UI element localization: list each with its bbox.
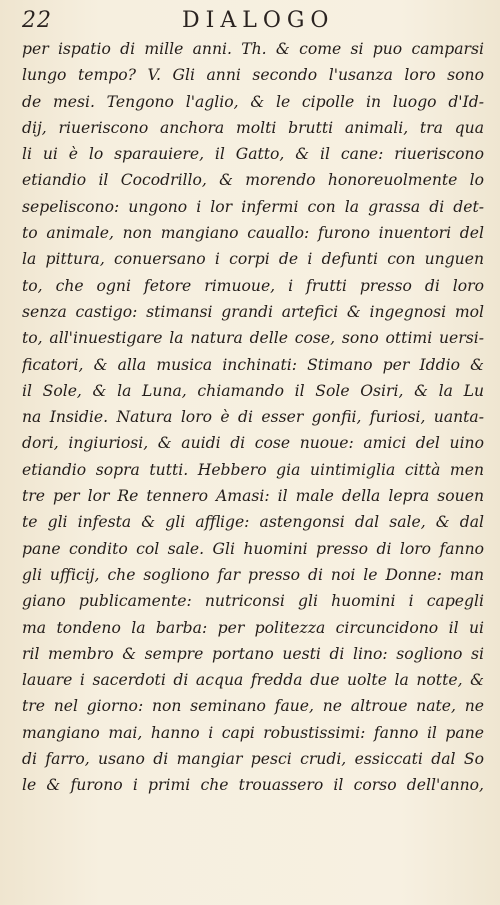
text-line: na Insidie. Natura loro è di esser gonfii, furiosi, uanta- [22,408,484,427]
text-line: pane condito col sale. Gli huomini presso di loro fanno [22,539,484,558]
text-line: sepeliscono: ungono i lor infermi con la grassa di det- [22,197,484,216]
text-line: etiandio il Cocodrillo, & morendo honoreuolmente lo [22,171,484,190]
text-line: de mesi. Tengono l'aglio, & le cipolle in luogo d'Id- [22,92,484,111]
text-line: to, all'inuestigare la natura delle cose, sono ottimi uersi- [22,329,484,348]
text-line: di farro, usano di mangiar pesci crudi, essiccati dal So [22,750,484,769]
text-line: giano publicamente: nutriconsi gli huomini i capegli [22,592,484,611]
text-line: lungo tempo? V. Gli anni secondo l'usanza loro sono [22,66,484,85]
text-line: dori, ingiuriosi, & auidi di cose nuoue: amici del uino [22,434,484,453]
page-header [22,6,482,36]
text-line: le & furono i primi che trouassero il corso dell'anno, [22,776,484,795]
text-line: tre per lor Re tennero Amasi: il male della lepra souen [22,487,484,506]
text-line: il Sole, & la Luna, chiamando il Sole Osiri, & la Lu [22,381,484,400]
text-line: dij, riueriscono anchora molti brutti animali, tra qua [22,118,484,137]
text-line: te gli infesta & gli afflige: astengonsi dal sale, & dal [22,513,484,532]
body-text [22,36,484,799]
page-number: 22 [22,8,52,33]
text-line: lauare i sacerdoti di acqua fredda due uolte la notte, & [22,671,484,690]
text-line: ma tondeno la barba: per politezza circuncidono il ui [22,618,484,637]
text-line: senza castigo: stimansi grandi artefici & ingegnosi mol [22,302,484,321]
text-line: mangiano mai, hanno i capi robustissimi: fanno il pane [22,723,484,742]
text-line: ril membro & sempre portano uesti di lino: sogliono si [22,644,484,663]
text-line: etiandio sopra tutti. Hebbero gia uintimiglia città men [22,460,484,479]
text-line: gli ufficij, che sogliono far presso di noi le Donne: man [22,565,484,584]
text-line: per ispatio di mille anni. Th. & come si puo camparsi [22,40,484,58]
text-line: to animale, non mangiano cauallo: furono inuentori del [22,224,484,243]
text-line: tre nel giorno: non seminano faue, ne altroue nate, ne [22,697,484,716]
text-line: li ui è lo sparauiere, il Gatto, & il cane: riueriscono [22,145,484,164]
text-line: la pittura, conuersano i corpi de i defunti con unguen [22,250,484,269]
text-line: ficatori, & alla musica inchinati: Stimano per Iddio & [22,355,484,374]
text-line: to, che ogni fetore rimuoue, i frutti presso di loro [22,276,484,295]
running-head: DIALOGO [182,8,335,33]
